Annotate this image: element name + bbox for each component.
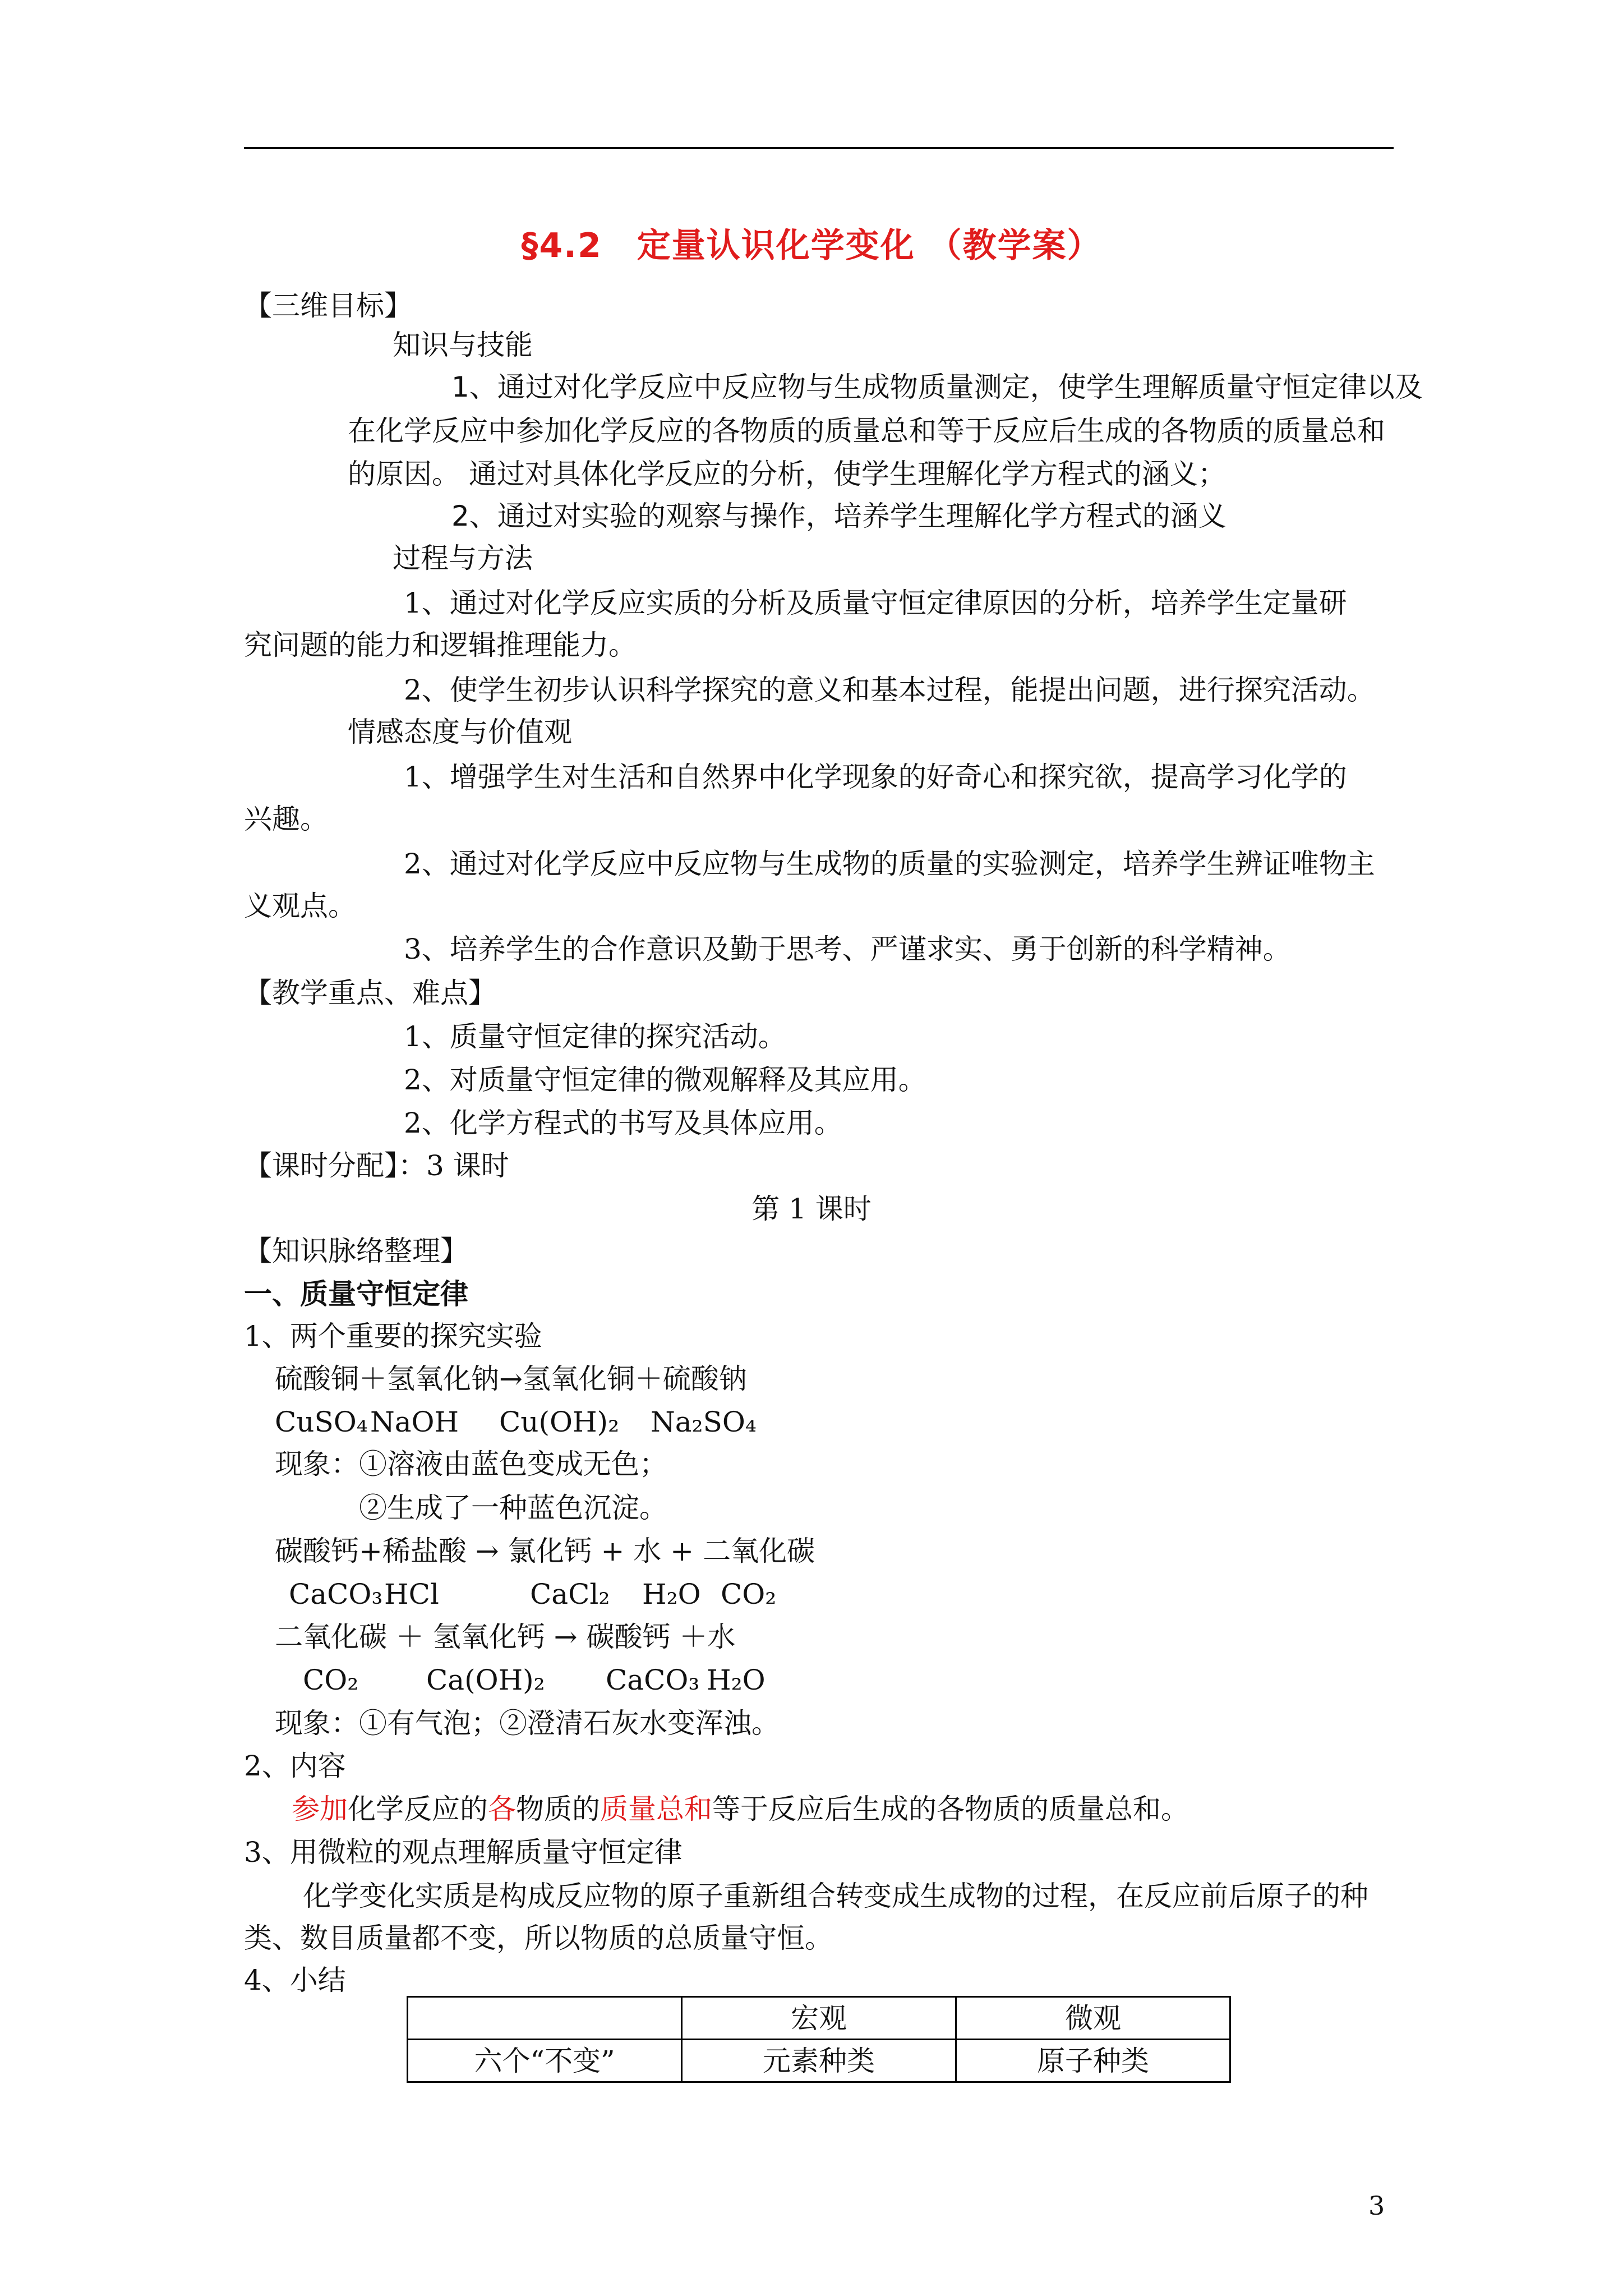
content-heading: 2、内容 bbox=[244, 1750, 346, 1782]
table-header-cell: 微观 bbox=[956, 1997, 1230, 2040]
knowledge-line-3: 的原因。 通过对具体化学反应的分析，使学生理解化学方程式的涵义； bbox=[348, 458, 1226, 490]
schedule: 【课时分配】：3 课时 bbox=[244, 1149, 509, 1182]
content-seg: 各 bbox=[488, 1793, 516, 1825]
process-line-3: 2、使学生初步认识科学探究的意义和基本过程，能提出问题，进行探究活动。 bbox=[404, 674, 1375, 706]
formula-item: CaCO₃ bbox=[289, 1578, 383, 1611]
emotion-heading: 情感态度与价值观 bbox=[348, 716, 572, 748]
goals-heading: 【三维目标】 bbox=[244, 289, 412, 322]
formula-item: CuSO₄ bbox=[275, 1406, 368, 1438]
content-seg: 参加 bbox=[292, 1793, 348, 1825]
content-seg: 物质的 bbox=[516, 1793, 600, 1825]
reaction-2: 碳酸钙+稀盐酸 → 氯化钙 + 水 + 二氧化碳 bbox=[275, 1535, 815, 1567]
formula-2 bbox=[289, 1577, 776, 1611]
formula-item: H₂O bbox=[642, 1578, 701, 1611]
micro-line-1: 化学变化实质是构成反应物的原子重新组合转变成生成物的过程，在反应前后原子的种 bbox=[303, 1880, 1368, 1912]
formula-item: CaCO₃ bbox=[606, 1664, 700, 1696]
process-line-2: 究问题的能力和逻辑推理能力。 bbox=[244, 629, 637, 661]
formula-item: CO₂ bbox=[721, 1578, 777, 1611]
knowledge-line-1: 1、通过对化学反应中反应物与生成物质量测定，使学生理解质量守恒定律以及 bbox=[451, 371, 1423, 403]
key-point-2: 2、对质量守恒定律的微观解释及其应用。 bbox=[404, 1064, 926, 1096]
formula-item: H₂O bbox=[707, 1664, 766, 1696]
formula-item: HCl bbox=[384, 1578, 439, 1611]
table-header-cell bbox=[408, 1997, 682, 2040]
emotion-line-2: 兴趣。 bbox=[244, 803, 328, 835]
micro-heading: 3、用微粒的观点理解质量守恒定律 bbox=[244, 1836, 683, 1869]
knowledge-line-2: 在化学反应中参加化学反应的各物质的质量总和等于反应后生成的各物质的质量总和 bbox=[348, 415, 1385, 447]
experiments-heading: 1、两个重要的探究实验 bbox=[244, 1320, 542, 1352]
summary-heading: 4、小结 bbox=[244, 1964, 346, 1996]
process-line-1: 1、通过对化学反应实质的分析及质量守恒定律原因的分析，培养学生定量研 bbox=[404, 587, 1347, 619]
emotion-line-4: 义观点。 bbox=[244, 890, 356, 922]
formula-item: CaCl₂ bbox=[530, 1578, 610, 1611]
content-statement bbox=[292, 1792, 1189, 1826]
emotion-line-3: 2、通过对化学反应中反应物与生成物的质量的实验测定，培养学生辨证唯物主 bbox=[404, 848, 1375, 880]
header-rule bbox=[244, 147, 1394, 149]
micro-line-2: 类、数目质量都不变，所以物质的总质量守恒。 bbox=[244, 1922, 833, 1954]
formula-item: Cu(OH)₂ bbox=[499, 1406, 620, 1438]
phenomenon-1a: 现象：①溶液由蓝色变成无色； bbox=[275, 1448, 667, 1480]
summary-table bbox=[407, 1996, 1231, 2083]
emotion-line-1: 1、增强学生对生活和自然界中化学现象的好奇心和探究欲，提高学习化学的 bbox=[404, 761, 1347, 793]
table-row bbox=[408, 2040, 1230, 2082]
knowledge-line-4: 2、通过对实验的观察与操作，培养学生理解化学方程式的涵义 bbox=[451, 500, 1227, 532]
formula-3 bbox=[303, 1663, 766, 1697]
key-points-heading: 【教学重点、难点】 bbox=[244, 977, 496, 1009]
formula-1 bbox=[275, 1405, 757, 1439]
formula-item: CO₂ bbox=[303, 1664, 359, 1696]
key-point-1: 1、质量守恒定律的探究活动。 bbox=[404, 1020, 786, 1053]
part1-title: 一、质量守恒定律 bbox=[244, 1277, 468, 1310]
knowledge-heading: 知识与技能 bbox=[393, 329, 533, 361]
phenomenon-1b: ②生成了一种蓝色沉淀。 bbox=[359, 1492, 667, 1524]
emotion-line-5: 3、培养学生的合作意识及勤于思考、严谨求实、勇于创新的科学精神。 bbox=[404, 933, 1291, 965]
formula-item: NaOH bbox=[370, 1406, 459, 1438]
content-seg: 等于反应后生成的各物质的质量总和。 bbox=[712, 1793, 1189, 1825]
lesson-title: 第 1 课时 bbox=[751, 1193, 872, 1225]
table-cell: 元素种类 bbox=[682, 2040, 956, 2082]
reaction-1: 硫酸铜＋氢氧化钠→氢氧化铜＋硫酸钠 bbox=[275, 1363, 747, 1395]
reaction-3: 二氧化碳 ＋ 氢氧化钙 → 碳酸钙 ＋水 bbox=[275, 1621, 736, 1653]
phenomenon-2: 现象：①有气泡；②澄清石灰水变浑浊。 bbox=[275, 1707, 780, 1740]
page-title: §4.2 定量认识化学变化 （教学案） bbox=[521, 226, 1102, 265]
page-number: 3 bbox=[1368, 2191, 1385, 2221]
table-cell: 六个“不变” bbox=[408, 2040, 682, 2082]
content-seg: 质量总和 bbox=[600, 1793, 712, 1825]
process-heading: 过程与方法 bbox=[393, 542, 533, 574]
content-seg: 化学反应的 bbox=[348, 1793, 488, 1825]
knowledge-map-heading: 【知识脉络整理】 bbox=[244, 1235, 468, 1267]
formula-item: Ca(OH)₂ bbox=[426, 1664, 545, 1696]
table-cell: 原子种类 bbox=[956, 2040, 1230, 2082]
table-header-cell: 宏观 bbox=[682, 1997, 956, 2040]
table-header-row bbox=[408, 1997, 1230, 2040]
key-point-3: 2、化学方程式的书写及具体应用。 bbox=[404, 1107, 842, 1139]
formula-item: Na₂SO₄ bbox=[651, 1406, 757, 1438]
